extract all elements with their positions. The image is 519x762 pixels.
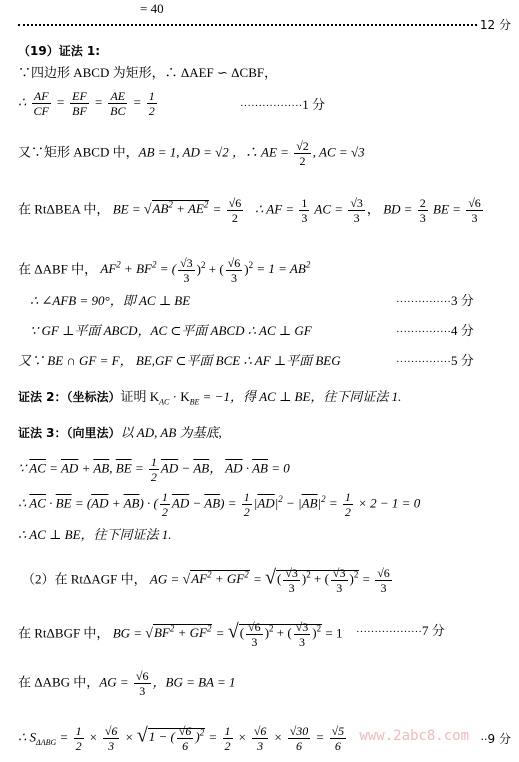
part2-area: ∴ $S_{\Delta ABG}$ = $\frac{1}{2}$ × $\frac{√6}{3}$ × √1 − ( $\frac{√6}{6}$ )$^2$ = $\frac{1}{2}$ × $\frac{√6}{3}$ × $\frac{√30}{6}$ = $\frac{√5}{6}$ xyxy=(18,723,345,753)
method2: 证法 2：（坐标法）证明 $K_{AC} \cdot K_{BE} = -1$，得 AC ⊥ BE，往下同证法 1. xyxy=(18,389,402,407)
method1-line1: ∵四边形 ABCD 为矩形，∴ ΔAEF ∽ ΔCBF， xyxy=(18,65,278,80)
score-12: 12 分 xyxy=(479,18,511,32)
score-7: ··················7 分 xyxy=(356,623,445,638)
score-9: ··9 分 xyxy=(480,732,511,746)
score-4: ···············4 分 xyxy=(396,323,474,338)
score-3: ···············3 分 xyxy=(396,293,474,308)
method1-line6: ∴ ∠AFB = 90°，即 AC ⊥ BE xyxy=(30,293,191,308)
method3-line2: ∴ $\overline{AC} \cdot \overline{BE} = (\overline{AD} + \overline{AB})$ · ( $\frac{1}{2}$ $\overline{AD} - \overline{AB}$) = $\frac{1}{2}$ $|\overline{AD}|^2 - |\overline{AB}|^2$ = $\frac{1}{2}$ × 2 − 1 = 0 xyxy=(18,489,421,519)
part2-line2: 在 RtΔBGF 中， BG = $√BF^2 + GF^2$ = √( $\frac{√6}{3}$ )$^2$ + ( $\frac{√3}{3}$ )$^2$ = 1 xyxy=(18,619,343,649)
method1-line3: 又∵矩形 ABCD 中，AB = 1, AD = √2 ，∴ AE = $\frac{√2}{2}$ , AC = √3 xyxy=(18,139,365,168)
method1-ratio: ∴ $\frac{AF}{CF}$ = $\frac{EF}{BF}$ = $\frac{AE}{BC}$ = $\frac{1}{2}$ xyxy=(18,89,155,118)
method1-title: （19）证法 1: xyxy=(18,44,101,58)
eq-40: = 40 xyxy=(140,1,164,16)
method3-line1: ∵ $\overline{AC} = \overline{AD} + \overline{AB}$, $\overline{BE}$ = $\frac{1}{2}$ $\overline{AD} - \overline{AB}$， $\overline{AD} \cdot \overline{AB} = 0$ xyxy=(18,455,290,484)
method3-concl: ∴ AC ⊥ BE，往下同证法 1. xyxy=(18,527,172,542)
method3-title: 证法 3：（向里法）以 AD, AB 为基底, xyxy=(18,425,222,440)
score-5: ···············5 分 xyxy=(396,353,474,368)
score-1: ·················1 分 xyxy=(240,97,326,112)
watermark: www.2abc8.com xyxy=(359,728,469,744)
method1-line7: ∵ GF ⊥平面 ABCD，AC ⊂平面 ABCD ∴ AC ⊥ GF xyxy=(30,323,312,338)
part2-line1: （2）在 RtΔAGF 中， AG = $√AF^2 + GF^2$ = √( $\frac{√3}{3}$ )$^2$ + ( $\frac{√3}{3}$ )$^2$ = $\frac{√6}{3}$ xyxy=(22,565,390,595)
method1-line4: 在 RtΔBEA 中， BE = $√AB^2 + AE^2$ = $\frac{√6}{2}$ ∴ AF = $\frac{1}{3}$ AC = $\frac{√3}{3}$ ， BD = $\frac{2}{3}$ BE = $\frac{√6}{3}$ xyxy=(18,195,481,225)
method1-line5: 在 ΔABF 中， $AF^2 + BF^2$ = ( $\frac{√3}{3}$ )$^2$ + ( $\frac{√6}{3}$ )$^2 = 1 = AB^2$ xyxy=(18,255,311,285)
dotted-rule xyxy=(18,24,477,26)
method1-line8: 又∵ BE ∩ GF = F， BE,GF ⊂平面 BCE ∴ AF ⊥平面 BEG xyxy=(18,353,341,368)
part2-line3: 在 ΔABG 中，AG = $\frac{√6}{3}$ ，BG = BA = 1 xyxy=(18,669,236,698)
